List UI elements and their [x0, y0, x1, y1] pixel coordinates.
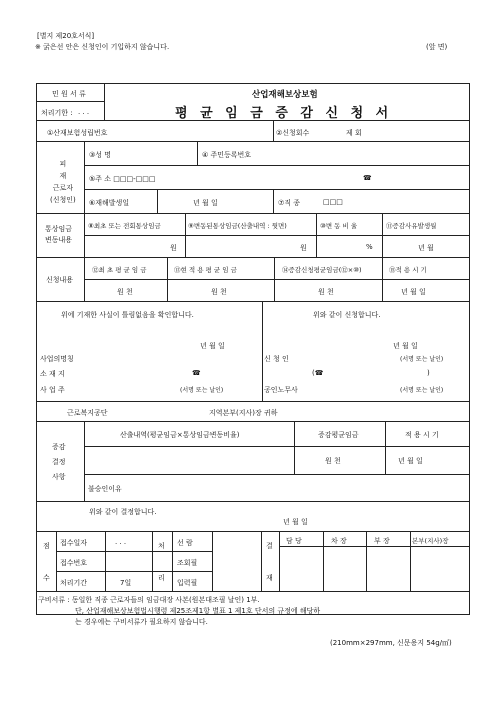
approver-deputy: 차 장: [331, 537, 347, 545]
wage-header-2: ⑨변동된통상임금(산출내역 : 뒷면): [188, 222, 287, 230]
applicant-phone-close: ): [427, 369, 430, 377]
branch-addressee: 지역본부(지사)장 귀하: [209, 409, 278, 417]
required-docs-line-2: 단, 산업재해보상보험법시행령 제25조제1항 별표 1 제1호 단서의 규정에 해당하: [75, 607, 321, 615]
decided-date: 년 월 일: [283, 518, 308, 526]
processing-period-label: 처리기간: [60, 579, 88, 587]
approver-branch-head: 본부(지사)장: [412, 537, 449, 545]
application-value-3: 원 천: [318, 288, 334, 296]
application-value-2: 원 천: [211, 288, 227, 296]
accident-date-label: ⑥재해발생일: [89, 199, 130, 207]
application-count-label: ②신청회수: [276, 129, 310, 137]
decision-header-1: 산출내역(평균임금×통상임금변동비율): [120, 431, 240, 439]
occupation-label: ⑦직 종: [278, 199, 301, 207]
attorney-sign-note: (서명 또는 날인): [400, 387, 444, 394]
approval-v-label-1: 결: [266, 542, 273, 550]
wage-header-1: ⑧최초 또는 전회통상임금: [88, 222, 161, 230]
application-count-unit: 제 회: [346, 129, 362, 137]
receipt-date-label: 접수일자: [60, 539, 88, 547]
establishment-no-label: ①산재보험성립번호: [47, 129, 108, 137]
wage-header-3: ⑩변 동 비 율: [320, 222, 358, 230]
business-phone-icon: ☎: [192, 369, 201, 377]
processing-deadline-value: . . .: [78, 108, 90, 116]
applicant-phone: (☎: [312, 369, 324, 377]
wage-value-3: %: [366, 243, 373, 251]
application-header-2: ⑬현 적 용 평 균 임 금: [174, 266, 237, 274]
wage-change-label: 통상임금 변동내용: [45, 225, 73, 244]
processing-v-label-2: 리: [158, 574, 165, 582]
required-docs-line-1: 구비서류 : 동일한 직종 근로자들의 임금대장 사본(원본대조필 날인) 1부.: [38, 596, 260, 604]
confirmation-text: 위에 기재한 사실이 틀림없음을 확인합니다.: [61, 311, 194, 319]
input-label: 입력필: [177, 579, 198, 587]
application-label: 신청내용: [46, 276, 74, 284]
inquiry-label: 조회필: [177, 559, 198, 567]
application-header-1: ⑫최 초 평 균 임 금: [92, 266, 147, 274]
approval-v-label-2: 재: [266, 574, 273, 582]
worker-group-label: 피 재 근로자 (신청인): [50, 160, 76, 204]
application-header-4: ⑮적 용 시 기: [389, 266, 427, 274]
agency-name: 근로복지공단: [67, 409, 108, 417]
decision-value-3: 년 월 일: [398, 457, 423, 465]
labor-attorney-label: 공인노무사: [264, 386, 298, 394]
application-header-3: ⑭증감신청평균임금(⑫×⑩): [282, 266, 362, 274]
sunram-label: 선 람: [177, 539, 193, 547]
business-name-label: 사업의명칭: [40, 355, 74, 363]
paper-spec: (210mm×297mm, 신문용지 54g/㎡): [330, 639, 452, 647]
wage-header-4: ⑪증감사유발생월: [386, 222, 437, 230]
form-number: [별지 제20호서식]: [37, 32, 95, 40]
approver-staff: 담 당: [286, 537, 302, 545]
title-org: 산업재해보상보험: [252, 90, 318, 100]
applicant-label: 신 청 인: [264, 355, 289, 363]
processing-v-label-1: 처: [158, 542, 165, 550]
processing-period-value: 7일: [120, 579, 132, 587]
reception-v-label-1: 점: [43, 542, 50, 550]
applicant-sign-note: (서명 또는 날인): [400, 356, 444, 363]
approver-manager: 부 장: [374, 537, 390, 545]
worker-address-label: ⑤주 소 □□□-□□□: [89, 175, 156, 183]
page-title: 평 균 임 금 증 감 신 청 서: [175, 106, 393, 121]
rejection-reason-label: 불승인이유: [88, 485, 122, 493]
request-date: 년 월 일: [393, 342, 418, 350]
wage-value-4: 년 월: [418, 244, 434, 252]
wage-value-1: 원: [170, 244, 177, 252]
notice-text: ※ 굵은선 안은 신청인이 기입하지 않습니다.: [35, 43, 170, 51]
request-text: 위와 같이 신청합니다.: [313, 311, 381, 319]
receipt-no-label: 접수번호: [60, 559, 88, 567]
application-value-1: 원 천: [117, 288, 133, 296]
decided-text: 위와 같이 결정합니다.: [89, 508, 157, 516]
worker-name-label: ③성 명: [89, 151, 112, 159]
decision-value-2: 원 천: [325, 457, 341, 465]
reception-v-label-2: 수: [43, 574, 50, 582]
accident-date-value: 년 월 일: [193, 199, 218, 207]
confirmation-date: 년 월 일: [200, 342, 225, 350]
receipt-date-value: . . .: [115, 538, 127, 546]
application-value-4: 년 월 일: [401, 288, 426, 296]
wage-value-2: 원: [300, 244, 307, 252]
occupation-value: □□□: [323, 198, 343, 206]
phone-icon: ☎: [363, 174, 372, 182]
resident-no-label: ④ 주민등록번호: [202, 151, 252, 159]
processing-deadline-label: 처리기한 :: [41, 109, 73, 117]
decision-group-label: 증감 결정 사항: [52, 443, 66, 481]
page-side-label: (앞 면): [426, 43, 448, 51]
owner-sign-note: (서명 또는 날인): [180, 387, 224, 394]
business-owner-label: 사 업 주: [40, 386, 65, 394]
business-location-label: 소 재 지: [40, 370, 65, 378]
decision-header-3: 적 용 시 기: [405, 431, 439, 439]
civil-document-label: 민 원 서 류: [52, 90, 86, 98]
decision-header-2: 증감평균임금: [318, 431, 359, 439]
required-docs-line-3: 는 경우에는 구비서류가 필요하지 않습니다.: [75, 618, 208, 626]
